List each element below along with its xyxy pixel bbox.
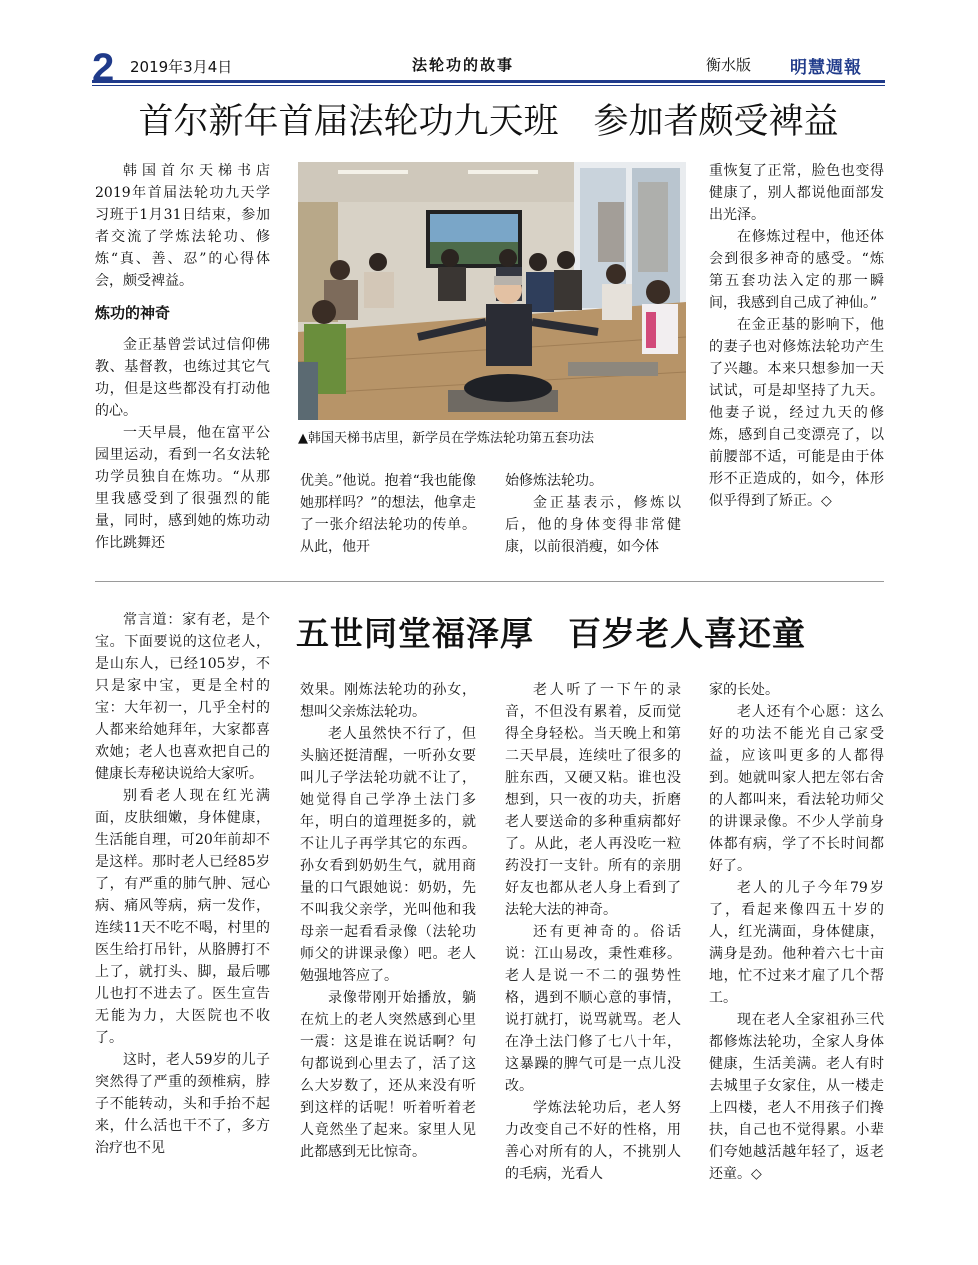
article2-paragraph: 现在老人全家祖孙三代都修炼法轮功，全家人身体健康，生活美满。老人有时去城里子女家住，从一楼走上四楼，老人不用孩子们搀扶，自己也不觉得累。小辈们夸她越活越年轻了，返老还童。◇ — [709, 1012, 884, 1182]
article2-column-2 — [300, 679, 476, 1163]
article1-photo — [298, 162, 686, 420]
article2-paragraph: 家的长处。 — [709, 682, 779, 698]
article1-paragraph: 金正基表示，修炼以后，他的身体变得非常健康，以前很消瘦，如今体 — [505, 495, 681, 555]
header-rule — [92, 80, 885, 83]
article1-headline: 首尔新年首届法轮功九天班 参加者颇受裨益 — [138, 102, 839, 142]
article2-headline: 五世同堂福泽厚 百岁老人喜还童 — [296, 614, 806, 653]
page-number: 2 — [92, 46, 115, 90]
article2-paragraph: 老人的儿子今年79岁了，看起来像四五十岁的人，红光满面，身体健康，满身是劲。他种着六七十亩地，忙不过来才雇了几个帮工。 — [709, 880, 884, 1006]
edition-label: 衡水版 — [706, 56, 752, 74]
article1-paragraph: 始修炼法轮功。 — [505, 473, 603, 489]
article2-paragraph: 录像带刚开始播放，躺在炕上的老人突然感到心里一震：这是谁在说话啊？句句都说到心里去了，活了这么大岁数了，还从来没有听到这样的话呢！听着听着老人竟然坐了起来。家里人见此都感到无比惊奇。 — [300, 990, 476, 1160]
article2-paragraph: 老人还有个心愿：这么好的功法不能光自己家受益，应该叫更多的人都得到。她就叫家人把左邻右舍的人都叫来，看法轮功师父的讲课录像。不少人学前身体都有病，学了不长时间都好了。 — [709, 704, 884, 874]
header-rule-thin — [92, 85, 885, 86]
article2-paragraph: 别看老人现在红光满面，皮肤细嫩，身体健康，生活能自理，可20年前却不是这样。那时老人已经85岁了，有严重的肺气肿、冠心病、痛风等病，病一发作，连续11天不吃不喝，村里的医生给打吊针，从胳膊打不上了，就打头、脚，最后哪儿也打不进去了。医生宣告无能为力，大医院也不收了。 — [95, 788, 270, 1046]
article2-paragraph: 这时，老人59岁的儿子突然得了严重的颈椎病，脖子不能转动，头和手抬不起来，什么活也干不了，多方治疗也不见 — [95, 1052, 270, 1156]
newspaper-name: 明慧週報 — [790, 58, 862, 78]
article1-subheading: 炼功的神奇 — [95, 304, 171, 322]
article2-column-3 — [505, 679, 681, 1185]
article1-paragraph: 在金正基的影响下，他的妻子也对修炼法轮功产生了兴趣。本来只想参加一天试试，可是却坚持了九天。他妻子说，经过九天的修炼，感到自己变漂亮了，以前腰部不适，可能是由于体形不正造成的，如今，体形似乎得到了矫正。◇ — [709, 317, 884, 509]
issue-date: 2019年3月4日 — [130, 58, 233, 76]
section-title: 法轮功的故事 — [412, 56, 515, 74]
qigong-class-photo — [298, 162, 686, 420]
article1-paragraph: 金正基曾尝试过信仰佛教、基督教，也练过其它气功，但是这些都没有打动他的心。 — [95, 337, 270, 419]
article2-paragraph: 常言道：家有老，是个宝。下面要说的这位老人，是山东人，已经105岁，不只是家中宝，更是全村的宝：大年初一，几乎全村的人都来给她拜年，大家都喜欢她；老人也喜欢把自己的健康长寿秘诀说给大家听。 — [95, 612, 270, 782]
article-divider — [95, 581, 884, 582]
article1-column-2 — [300, 470, 476, 558]
article2-paragraph: 学炼法轮功后，老人努力改变自己不好的性格，用善心对所有的人，不挑别人的毛病，光看人 — [505, 1100, 681, 1182]
article1-paragraph: 一天早晨，他在富平公园里运动，看到一名女法轮功学员独自在炼功。“从那里我感受到了很强烈的能量，同时，感到她的炼功动作比跳舞还 — [95, 425, 270, 551]
article1-column-3 — [505, 470, 681, 558]
article2-paragraph: 效果。刚炼法轮功的孙女，想叫父亲炼法轮功。 — [300, 682, 476, 720]
article2-column-1 — [95, 609, 270, 1159]
article2-column-4 — [709, 679, 884, 1185]
article1-column-4 — [709, 160, 884, 512]
article1-column-1 — [95, 160, 270, 554]
article1-paragraph: 优美。”他说。抱着“我也能像她那样吗？”的想法，他拿走了一张介绍法轮功的传单。从此，他开 — [300, 473, 476, 555]
photo-caption: ▲韩国天梯书店里，新学员在学炼法轮功第五套功法 — [298, 431, 594, 446]
article1-lead-paragraph: 韩国首尔天梯书店2019年首届法轮功九天学习班于1月31日结束，参加者交流了学炼法轮功、修炼“真、善、忍”的心得体会，颇受裨益。 — [95, 163, 270, 289]
article2-paragraph: 还有更神奇的。俗话说：江山易改，秉性难移。老人是说一不二的强势性格，遇到不顺心意的事情，说打就打，说骂就骂。老人在净土法门修了七八十年，这暴躁的脾气可是一点儿没改。 — [505, 924, 681, 1094]
article1-paragraph: 重恢复了正常，脸色也变得健康了，别人都说他面部发出光泽。 — [709, 163, 884, 223]
article1-paragraph: 在修炼过程中，他还体会到很多神奇的感受。“炼第五套功法入定的那一瞬间，我感到自己成了神仙。” — [709, 229, 884, 311]
article2-paragraph: 老人虽然快不行了，但头脑还挺清醒，一听孙女要叫儿子学法轮功就不让了，她觉得自己学净土法门多年，明白的道理挺多的，就不让儿子再学其它的东西。孙女看到奶奶生气，就用商量的口气跟她说：奶奶，先不叫我父亲学，光叫他和我母亲一起看看录像（法轮功师父的讲课录像）吧。老人勉强地答应了。 — [300, 726, 476, 984]
article2-paragraph: 老人听了一下午的录音，不但没有累着，反而觉得全身轻松。当天晚上和第二天早晨，连续吐了很多的脏东西，又硬又粘。谁也没想到，只一夜的功夫，折磨老人要送命的多种重病都好了。从此，老人再没吃一粒药没打一支针。所有的亲朋好友也都从老人身上看到了法轮大法的神奇。 — [505, 682, 681, 918]
